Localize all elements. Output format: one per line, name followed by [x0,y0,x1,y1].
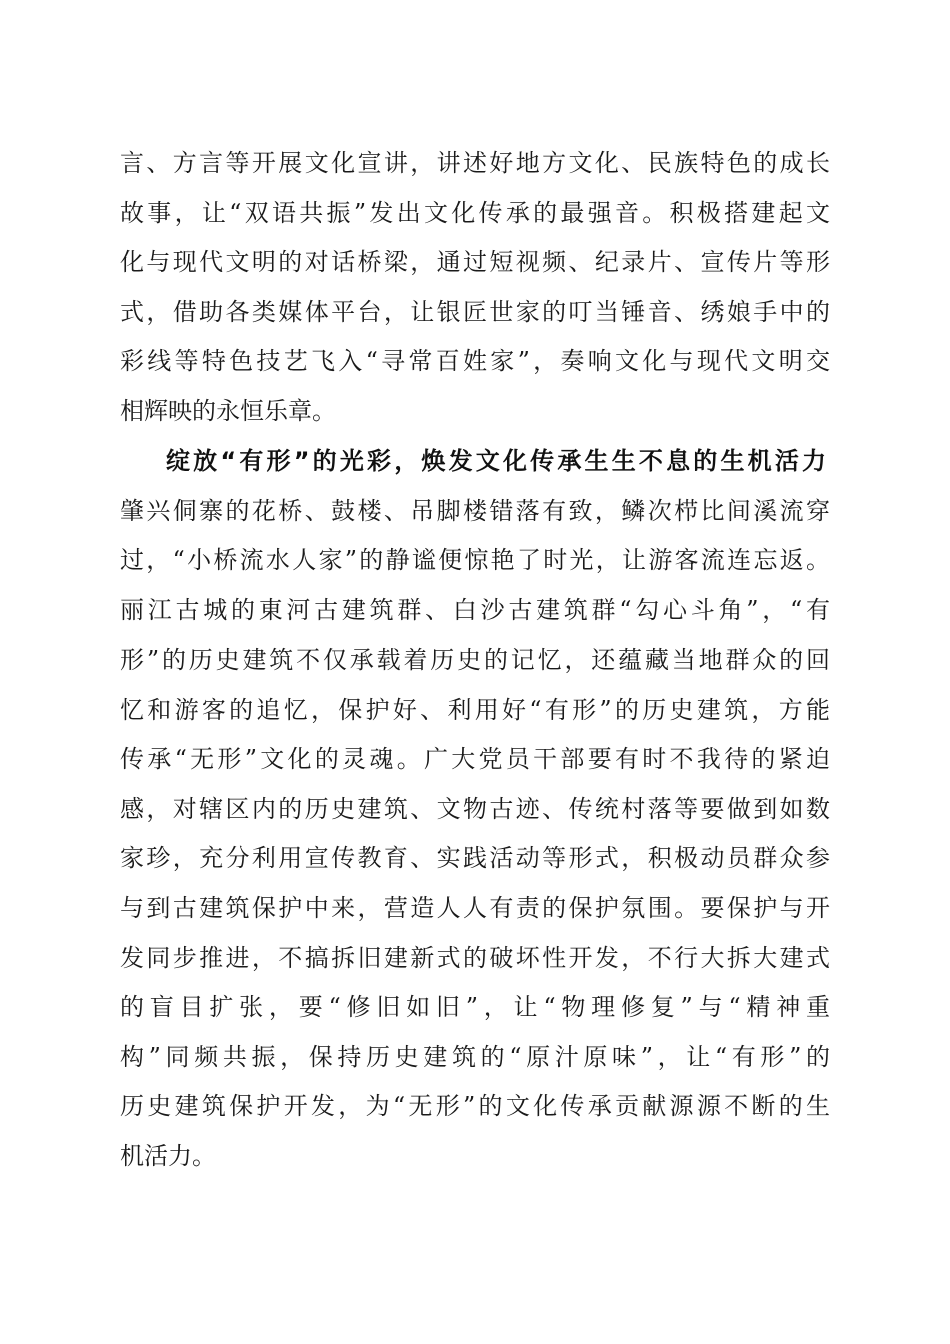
paragraph-1-line: 言、方言等开展文化宣讲，讲述好地方文化、民族特色的成长 [120,149,830,177]
paragraph-2-line: 历史建筑保护开发，为“无形”的文化传承贡献源源不断的生 [120,1092,830,1120]
paragraph-1-line: 故事，让“双语共振”发出文化传承的最强音。积极搭建起文 [120,199,830,227]
paragraph-2-line: 感，对辖区内的历史建筑、文物古迹、传统村落等要做到如数 [120,795,830,823]
paragraph-2-line: 构”同频共振，保持历史建筑的“原汁原味”，让“有形”的 [120,1043,830,1071]
paragraph-1-line: 式，借助各类媒体平台，让银匠世家的叮当锤音、绣娘手中的 [120,298,830,326]
paragraph-2-line: 过，“小桥流水人家”的静谧便惊艳了时光，让游客流连忘返。 [120,546,830,574]
paragraph-1-line: 化与现代文明的对话桥梁，通过短视频、纪录片、宣传片等形 [120,248,830,276]
paragraph-2-line: 肇兴侗寨的花桥、鼓楼、吊脚楼错落有致，鳞次栉比间溪流穿 [120,497,830,525]
section-heading: 绽放“有形”的光彩，焕发文化传承生生不息的生机活力 [166,447,826,475]
paragraph-2-line: 传承“无形”文化的灵魂。广大党员干部要有时不我待的紧迫 [120,745,830,773]
paragraph-2-line: 发同步推进，不搞拆旧建新式的破坏性开发，不行大拆大建式 [120,944,830,972]
paragraph-2-line: 家珍，充分利用宣传教育、实践活动等形式，积极动员群众参 [120,844,830,872]
paragraph-2-line: 形”的历史建筑不仅承载着历史的记忆，还蕴藏当地群众的回 [120,646,830,674]
paragraph-2-line: 丽江古城的東河古建筑群、白沙古建筑群“勾心斗角”，“有 [120,596,830,624]
paragraph-1-line: 彩线等特色技艺飞入“寻常百姓家”，奏响文化与现代文明交 [120,347,830,375]
paragraph-2-line: 机活力。 [120,1142,216,1170]
paragraph-2-line: 的盲目扩张，要“修旧如旧”，让“物理修复”与“精神重 [120,993,830,1021]
paragraph-2-line: 与到古建筑保护中来，营造人人有责的保护氛围。要保护与开 [120,894,830,922]
paragraph-2-line: 忆和游客的追忆，保护好、利用好“有形”的历史建筑，方能 [120,696,830,724]
paragraph-1-line: 相辉映的永恒乐章。 [120,397,336,425]
